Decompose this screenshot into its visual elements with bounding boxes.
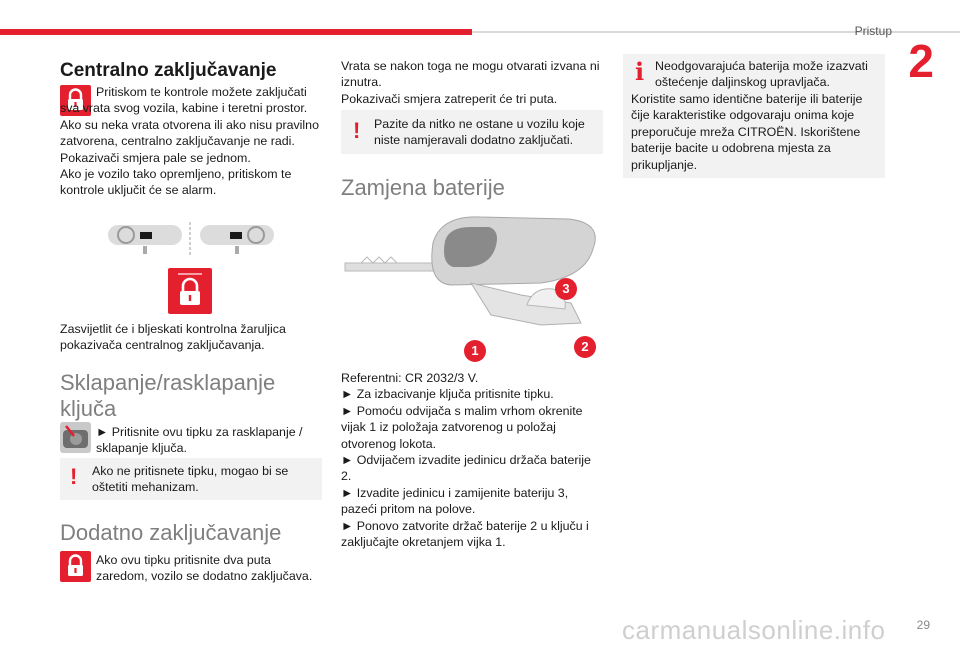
alarm-note: Ako je vozilo tako opremljeno, pritiskom te kontrole uključit će se alarm.: [60, 167, 292, 198]
superlock-warning-box: [341, 110, 603, 154]
lock-description: Pritiskom te kontrole možete zaključati sva vrata svog vozila, kabine i teretni prostor.: [60, 85, 308, 116]
doors-open-note: Ako su neka vrata otvorena ili ako nisu pravilno zatvorena, centralno zaključavanje ne radi.: [60, 117, 319, 149]
lock-icon: [60, 551, 91, 582]
key-folding-text: ► Pritisnite ovu tipku za rasklapanje / sklapanje ključa.: [96, 425, 303, 456]
header-red-bar: [0, 29, 472, 35]
page-number: 29: [916, 618, 930, 632]
exclamation-icon: !: [70, 464, 78, 489]
lamp-text: Zasvijetlit će i bljeskati kontrolna žaruljica pokazivača centralnog zaključavanja.: [60, 322, 286, 353]
extra-locking-text: Ako ovu tipku pritisnite dva puta zaredom, vozilo se dodatno zaključava.: [96, 553, 313, 584]
battery-step: ► Izvadite jedinicu i zamijenite bateriju 3, pazeći pritom na polove.: [341, 485, 569, 517]
exclamation-icon: !: [353, 118, 361, 143]
dashboard-illustration: [106, 220, 276, 260]
info-lead-text: Neodgovarajuća baterija može izazvati oštećenje daljinskog upravljača.: [655, 59, 868, 90]
col2-intro: [341, 58, 603, 107]
battery-instructions: [341, 370, 603, 550]
callout-3: 3: [555, 278, 577, 300]
battery-step: ► Odvijačem izvadite jedinicu držača baterije 2.: [341, 453, 591, 484]
battery-info-box: [623, 54, 885, 178]
indicators-note: Pokazivači smjera pale se jednom.: [60, 150, 251, 165]
key-fold-button-icon: [60, 422, 91, 453]
central-locking-text: [60, 84, 322, 199]
info-rest-text: Koristite samo identične baterije ili baterije čije karakteristike odgovaraju onima koje preporučuje mreža CITROËN. Iskorištene baterije bacite u odobrena mjesta za prikupljanje.: [631, 92, 863, 172]
battery-title: Zamjena baterije: [341, 175, 505, 200]
folding-warning-text: Ako ne pritisnete tipku, mogao bi se oštetiti mehanizam.: [92, 464, 289, 495]
battery-step: ► Ponovo zatvorite držač baterije 2 u ključu i zaključajte okretanjem vijka 1.: [341, 518, 589, 550]
folding-warning-box: [60, 458, 322, 500]
superlock-warning-text: Pazite da nitko ne ostane u vozilu koje niste namjeravali dodatno zaključati.: [374, 117, 585, 148]
callout-1: 1: [464, 340, 486, 362]
central-locking-title: Centralno zaključavanje: [60, 60, 277, 81]
callout-2: 2: [574, 336, 596, 358]
info-icon: i: [635, 57, 645, 86]
extra-locking-title: Dodatno zaključavanje: [60, 520, 282, 545]
battery-step: ► Za izbacivanje ključa pritisnite tipku.: [341, 387, 554, 402]
central-lock-button-image: [168, 268, 212, 314]
indicators-flash-note: Pokazivači smjera zatreperit će tri puta.: [341, 91, 558, 106]
battery-reference: Referentni: CR 2032/3 V.: [341, 371, 479, 385]
key-folding-title: Sklapanje/rasklapanje ključa: [60, 370, 276, 421]
chapter-number: 2: [908, 35, 934, 87]
doors-blocked-note: Vrata se nakon toga ne mogu otvarati izvana ni iznutra.: [341, 59, 600, 90]
battery-step: ► Pomoću odvijača s malim vrhom okrenite vijak 1 iz položaja zatvorenog u položaj otvorenog lokota.: [341, 403, 583, 451]
section-label: Pristup: [854, 24, 892, 38]
watermark: carmanualsonline.info: [622, 615, 886, 645]
